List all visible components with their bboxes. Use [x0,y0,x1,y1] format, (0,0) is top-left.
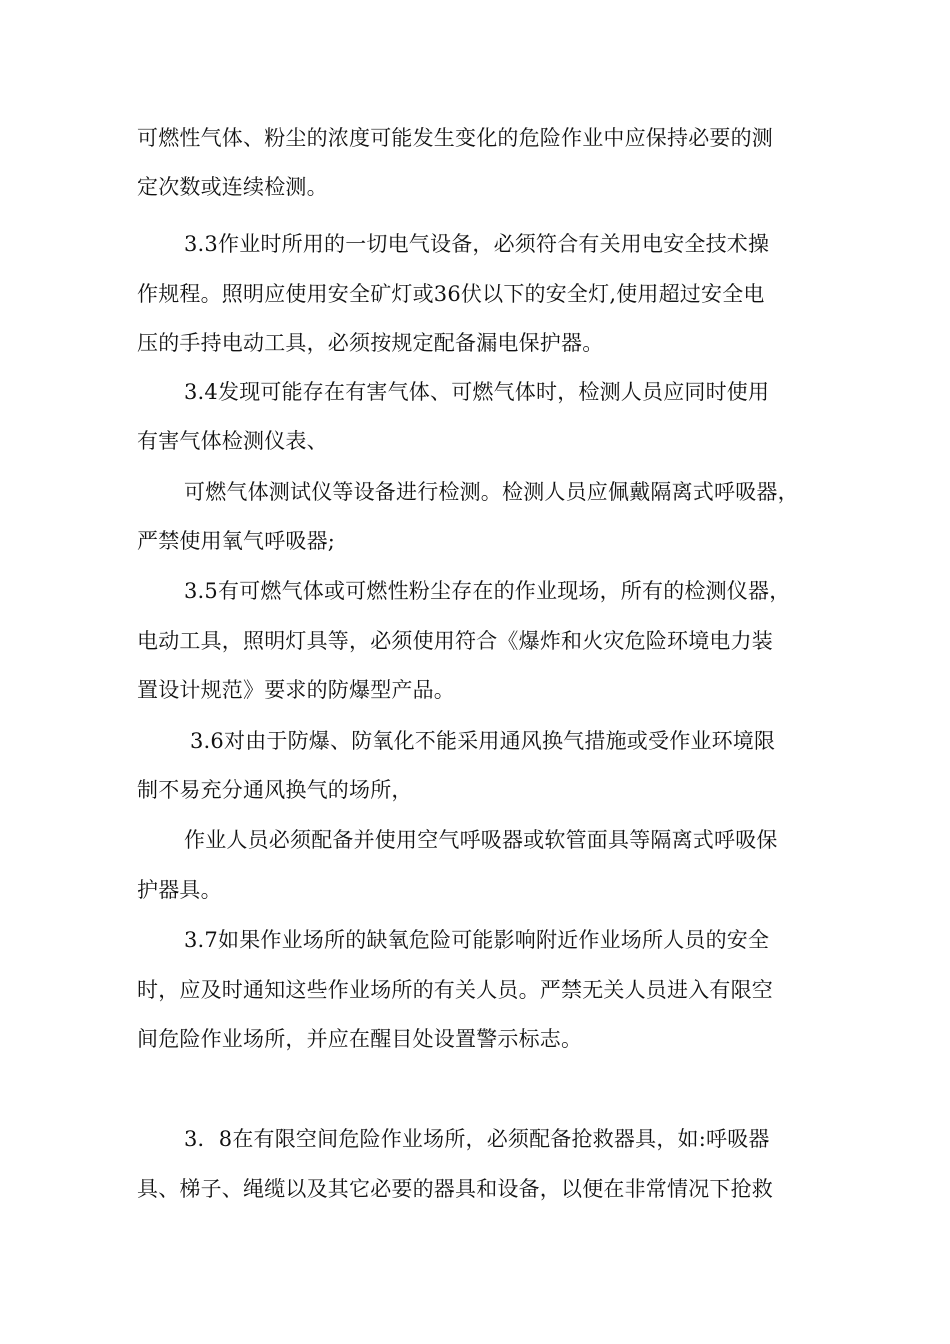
text-line: 间危险作业场所，并应在醒目处设置警示标志。 [137,1027,583,1051]
text-line: 可燃气体测试仪等设备进行检测。检测人员应佩戴隔离式呼吸器， [184,480,799,504]
text-line: 定次数或连续检测。 [137,175,328,199]
text-line: 具、梯子、绳缆以及其它必要的器具和设备，以便在非常情况下抢救 [137,1177,773,1201]
text-line: 3.5有可燃气体或可燃性粉尘存在的作业现场，所有的检测仪器， [184,579,791,603]
text-line: 3.4发现可能存在有害气体、可燃气体时，检测人员应同时使用 [184,380,770,404]
text-line: 3.6对由于防爆、防氧化不能采用通风换气措施或受作业环境限 [190,729,776,753]
text-line: 作业人员必须配备并使用空气呼吸器或软管面具等隔离式呼吸保 [184,828,778,852]
text-line: 作规程。照明应使用安全矿灯或36伏以下的安全灯,使用超过安全电 [137,282,765,306]
text-line: 3．8在有限空间危险作业场所，必须配备抢救器具，如:呼吸器 [184,1127,770,1151]
text-line: 有害气体检测仪表、 [137,429,328,453]
text-line: 压的手持电动工具，必须按规定配备漏电保护器。 [137,331,604,355]
text-line: 护器具。 [137,878,222,902]
text-line: 可燃性气体、粉尘的浓度可能发生变化的危险作业中应保持必要的测 [137,126,773,150]
text-line: 制不易充分通风换气的场所， [137,778,413,802]
text-line: 3.3作业时所用的一切电气设备，必须符合有关用电安全技术操 [184,232,770,256]
text-line: 严禁使用氧气呼吸器; [137,529,336,553]
text-line: 置设计规范》要求的防爆型产品。 [137,678,455,702]
text-line: 时，应及时通知这些作业场所的有关人员。严禁无关人员进入有限空 [137,978,773,1002]
text-line: 3.7如果作业场所的缺氧危险可能影响附近作业场所人员的安全 [184,928,770,952]
text-line: 电动工具，照明灯具等，必须使用符合《爆炸和火灾危险环境电力装 [137,629,773,653]
